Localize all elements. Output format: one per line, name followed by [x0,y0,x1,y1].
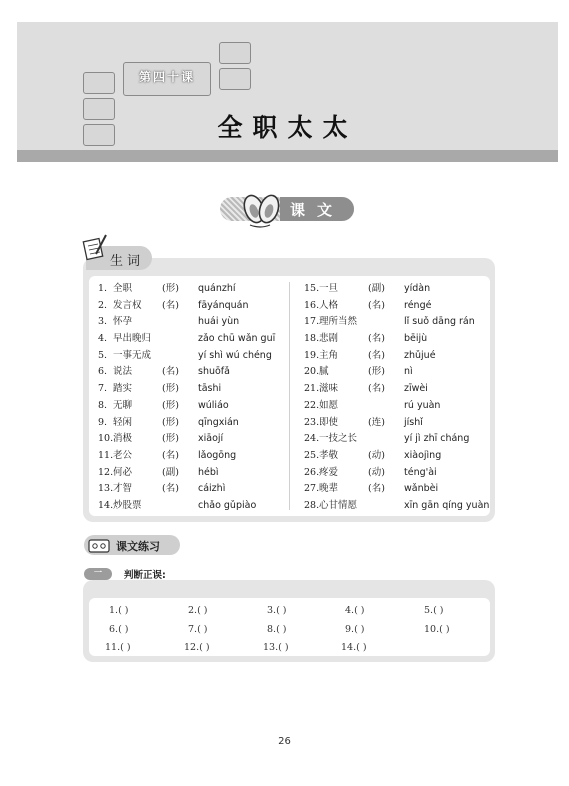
vocab-column-left [98,281,293,515]
vocab-number: 10. [98,433,114,445]
vocab-pinyin: wúliáo [198,399,229,411]
vocab-number: 28. [304,499,320,511]
vocab-word: 怀孕 [113,316,133,328]
vocab-row [304,498,499,515]
part-number: 一 [94,568,102,577]
vocab-pinyin: réngé [404,299,432,311]
page-number: 26 [278,736,291,747]
vocab-row [98,364,293,381]
vocab-pos: (形) [162,399,179,411]
vocab-word: 一事无成 [113,349,152,361]
vocab-pos: (形) [162,383,179,395]
vocab-row [98,314,293,331]
vocab-pinyin: lǎogōng [198,449,237,461]
vocab-word: 全职 [113,283,133,294]
vocab-word: 人格 [319,299,339,311]
vocab-word: 踏实 [113,383,133,395]
vocab-pos: (名) [162,483,179,495]
vocab-row [304,415,499,432]
vocab-number: 12. [98,466,114,478]
vocab-pinyin: yí shì wú chéng [198,349,272,361]
vocab-number: 20. [304,366,320,378]
vocab-row [304,465,499,482]
answer-blank[interactable]: 13.( ) [263,642,289,653]
vocab-word: 即使 [319,416,339,428]
vocab-pinyin: xiāojí [198,433,224,445]
vocab-number: 24. [304,433,320,445]
vocab-number: 25. [304,449,320,461]
vocab-number: 16. [304,299,320,311]
vocab-word: 心甘情愿 [319,499,358,511]
vocab-word: 发言权 [113,299,142,311]
answer-blank[interactable]: 5.( ) [424,605,444,616]
vocab-pinyin: tāshi [198,383,222,395]
vocab-pos: (名) [368,333,385,345]
vocab-pinyin: chǎo gǔpiào [198,499,257,511]
vocab-pos: (名) [368,483,385,495]
vocab-row [98,448,293,465]
decor-square [83,124,115,146]
vocab-word: 孝敬 [319,449,339,461]
vocab-row [98,331,293,348]
vocab-pinyin: lǐ suǒ dāng rán [404,316,475,328]
vocab-row [304,364,499,381]
vocab-row [98,415,293,432]
answer-blank[interactable]: 10.( ) [424,624,450,635]
notebook-pen-icon [82,232,108,262]
vocab-pinyin: nì [404,366,413,378]
vocab-word: 主角 [319,349,339,361]
vocab-word: 才智 [113,483,133,495]
lesson-number: 第四十课 [138,70,195,84]
vocab-pos: (副) [162,466,179,478]
vocab-pinyin: cáizhì [198,483,226,495]
answer-blank[interactable]: 3.( ) [267,605,287,616]
vocab-number: 17. [304,316,320,328]
header-band [17,150,558,162]
shoes-icon [240,187,284,229]
vocab-word: 早出晚归 [113,333,152,345]
vocab-row [98,281,293,298]
decor-square [219,42,251,64]
answer-blank[interactable]: 9.( ) [345,624,365,635]
vocab-pinyin: quánzhí [198,283,236,294]
lesson-number-box [123,62,211,96]
vocab-number: 19. [304,349,320,361]
vocab-number: 7. [98,383,108,395]
vocab-row [98,298,293,315]
answer-blank[interactable]: 1.( ) [109,605,129,616]
vocab-pinyin: xiàojìng [404,449,442,461]
vocab-word: 悲剧 [319,333,339,345]
vocab-pinyin: yí jì zhī cháng [404,433,470,445]
vocab-pos: (名) [368,299,385,311]
vocab-row [304,481,499,498]
vocab-row [304,281,499,298]
vocab-number: 22. [304,399,320,411]
cassette-icon [88,539,110,553]
vocab-row [304,398,499,415]
vocab-number: 9. [98,416,108,428]
vocab-row [98,348,293,365]
vocab-pinyin: qīngxián [198,416,239,428]
vocab-pinyin: bēijù [404,333,428,345]
vocab-row [304,298,499,315]
vocab-word: 消极 [113,433,133,445]
vocab-pinyin: zǎo chū wǎn guī [198,333,276,345]
vocab-word: 轻闲 [113,416,133,428]
vocab-row [98,381,293,398]
vocab-row [98,431,293,448]
vocab-row [98,498,293,515]
vocab-word: 理所当然 [319,316,358,328]
vocab-pos: (动) [368,466,385,478]
vocab-pos: (名) [162,299,179,311]
vocab-word: 疼爱 [319,466,339,478]
vocab-column-right [304,281,499,515]
text-section-label: 课文 [289,201,344,219]
vocab-pinyin: jíshǐ [404,416,423,428]
vocab-number: 8. [98,399,108,411]
vocab-row [98,398,293,415]
vocab-number: 2. [98,299,108,311]
vocab-pos: (连) [368,416,385,428]
vocab-pos: (名) [162,366,179,378]
vocab-pinyin: zhǔjué [404,349,436,361]
vocab-number: 23. [304,416,320,428]
part-title: 判断正误: [124,570,166,581]
vocab-row [304,431,499,448]
vocab-pos: (名) [368,383,385,395]
vocab-word: 一旦 [319,283,339,294]
vocab-pos: (形) [162,433,179,445]
vocab-pinyin: xīn gān qíng yuàn [404,499,490,511]
vocab-number: 11. [98,449,114,461]
decor-square [83,98,115,120]
text-section-badge [220,189,354,229]
vocab-word: 炒股票 [113,499,142,511]
vocab-row [304,448,499,465]
vocab-word: 何必 [113,466,133,478]
vocab-number: 15. [304,283,320,294]
answer-blank[interactable]: 12.( ) [184,642,210,653]
answer-blank[interactable]: 2.( ) [188,605,208,616]
vocab-row [98,481,293,498]
answer-blank[interactable]: 4.( ) [345,605,365,616]
vocab-pinyin: wǎnbèi [404,483,439,495]
vocab-number: 6. [98,366,108,378]
vocab-number: 14. [98,499,114,511]
vocab-number: 13. [98,483,114,495]
vocab-pos: (名) [368,349,385,361]
vocab-word: 老公 [113,449,133,461]
vocab-number: 3. [98,316,108,328]
vocab-pinyin: téng'ài [404,466,437,478]
vocab-pos: (副) [368,283,385,294]
answer-blank[interactable]: 11.( ) [105,642,131,653]
vocab-pos: (形) [162,283,179,294]
vocab-pinyin: yídàn [404,283,431,294]
vocab-row [304,348,499,365]
vocab-number: 18. [304,333,320,345]
vocab-pos: (名) [162,449,179,461]
vocab-row [304,381,499,398]
vocab-word: 无聊 [113,399,133,411]
decor-square [83,72,115,94]
vocab-pinyin: shuōfǎ [198,366,230,378]
vocab-number: 26. [304,466,320,478]
answer-blank[interactable]: 7.( ) [188,624,208,635]
vocab-number: 21. [304,383,320,395]
answer-blank[interactable]: 14.( ) [341,642,367,653]
vocab-title: 生词 [110,254,145,269]
answer-blank[interactable]: 8.( ) [267,624,287,635]
lesson-title: 全职太太 [217,113,358,142]
vocab-row [98,465,293,482]
exercise-title: 课文练习 [116,540,160,553]
vocab-pos: (形) [368,366,385,378]
vocab-pinyin: zīwèi [404,383,428,395]
vocab-word: 一技之长 [319,433,358,445]
vocab-number: 4. [98,333,108,345]
vocab-pos: (形) [162,416,179,428]
vocab-pinyin: fāyánquán [198,299,249,311]
vocab-number: 5. [98,349,108,361]
vocab-pinyin: huái yùn [198,316,240,328]
decor-square [219,68,251,90]
vocab-number: 1. [98,283,108,294]
vocab-number: 27. [304,483,320,495]
vocab-word: 滋味 [319,383,339,395]
vocab-pinyin: hébì [198,466,219,478]
vocab-pinyin: rú yuàn [404,399,441,411]
vocab-word: 如愿 [319,399,339,411]
vocab-word: 腻 [319,366,329,378]
vocab-row [304,314,499,331]
vocab-word: 说法 [113,366,133,378]
answer-blank[interactable]: 6.( ) [109,624,129,635]
vocab-row [304,331,499,348]
vocab-word: 晚辈 [319,483,339,495]
vocab-pos: (动) [368,449,385,461]
